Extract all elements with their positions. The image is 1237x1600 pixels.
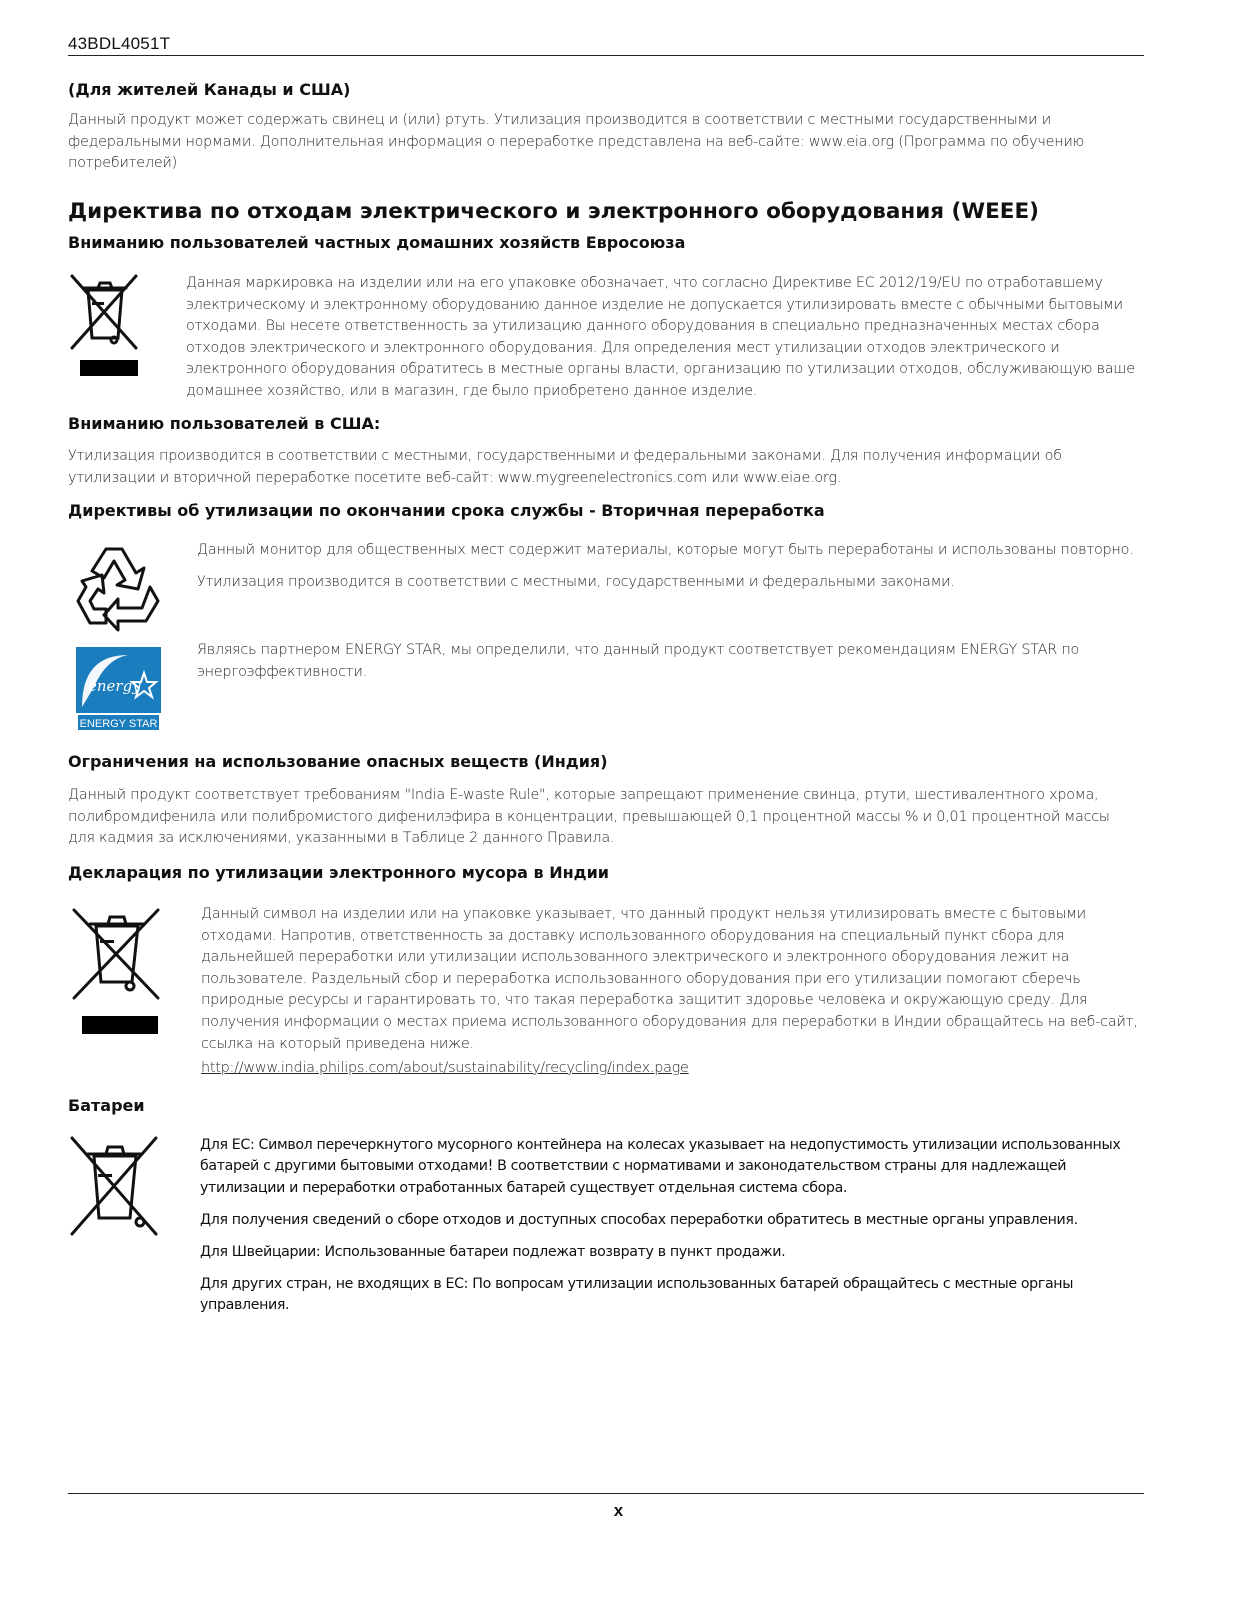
batteries-text-3: Для Швейцарии: Использованные батареи подлежат возврату в пункт продажи. xyxy=(200,1244,786,1260)
weee-us-subheading: Вниманию пользователей в США: xyxy=(68,414,381,433)
crossed-bin-icon xyxy=(70,272,140,378)
footer-divider xyxy=(68,1493,1144,1494)
weee-heading: Директива по отходам электрического и электронного оборудования (WEEE) xyxy=(68,199,1039,224)
eol-text-2: Утилизация производится в соответствии с местными, государственными и федеральными законами. xyxy=(197,574,955,590)
page-number: x xyxy=(613,1501,624,1520)
batteries-text-2: Для получения сведений о сборе отходов и доступных способах переработки обратитесь в местные органы управления. xyxy=(200,1212,1078,1228)
energy-star-text: Являясь партнером ENERGY STAR, мы определили, что данный продукт соответствует рекомендациям ENERGY STAR по энергоэффективности. xyxy=(197,642,1080,680)
canada-usa-heading: (Для жителей Канады и США) xyxy=(68,80,351,99)
energy-star-label: ENERGY STAR xyxy=(79,718,158,730)
batteries-heading: Батареи xyxy=(68,1096,145,1115)
eol-heading: Директивы об утилизации по окончании срока службы - Вторичная переработка xyxy=(68,501,825,520)
document-model: 43BDL4051T xyxy=(68,34,171,53)
energy-star-logo xyxy=(76,647,161,732)
india-recycling-link[interactable]: http://www.india.philips.com/about/sustainability/recycling/index.page xyxy=(201,1060,689,1076)
india-rohs-text: Данный продукт соответствует требованиям "India E-waste Rule", которые запрещают применение свинца, ртути, шестивалентного хрома, полибромдифенила или полибромистого дифенилэфира в концентрации, превышающей 0,1 процентной массы % и 0,01 процентной массы для кадмия за исключениями, указанными в Таблице 2 данного Правила. xyxy=(68,787,1110,847)
batteries-text-1: Для ЕС: Символ перечеркнутого мусорного контейнера на колесах указывает на недопустимость утилизации использованных батарей с другими бытовыми отходами! В соответствии с нормативами и законодательством страны для надлежащей утилизации и переработки отработанных батарей существует отдельная система сбора. xyxy=(200,1137,1121,1196)
crossed-battery-bin-icon xyxy=(68,1134,160,1244)
crossed-bin-icon-india xyxy=(70,904,162,1036)
batteries-text-4: Для других стран, не входящих в ЕС: По вопросам утилизации использованных батарей обращайтесь с местные органы управления. xyxy=(200,1276,1074,1314)
energy-star-script: energy xyxy=(88,677,141,695)
weee-eu-subheading: Вниманию пользователей частных домашних хозяйств Евросоюза xyxy=(68,233,686,252)
eol-text-1: Данный монитор для общественных мест содержит материалы, которые могут быть переработаны и использованы повторно. xyxy=(197,542,1134,558)
weee-us-text: Утилизация производится в соответствии с местными, государственными и федеральными законами. Для получения информации об утилизации и вторичной переработке посетите веб-сайт: www.mygreenelectronics.com или www.eiae.org. xyxy=(68,448,1062,486)
india-rohs-heading: Ограничения на использование опасных веществ (Индия) xyxy=(68,752,608,771)
recycle-icon xyxy=(74,543,162,633)
weee-eu-text: Данная маркировка на изделии или на его упаковке обозначает, что согласно Директиве ЕС 2012/19/EU по отработавшему электрическому и электронному оборудованию данное изделие не допускается утилизировать вместе с обычными бытовыми отходами. Вы несете ответственность за утилизацию данного оборудования в специально предназначенных местах сбора отходов электрического и электронного оборудования. Для определения мест утилизации отходов электрического и электронного оборудования обратитесь в местные органы власти, организацию по утилизации отходов, обслуживающую ваше домашнее хозяйство, или в магазин, где было приобретено данное изделие. xyxy=(186,275,1135,399)
canada-usa-text: Данный продукт может содержать свинец и (или) ртуть. Утилизация производится в соответствии с местными государственными и федеральными нормами. Дополнительная информация о переработке представлена на веб-сайте: www.eia.org (Программа по обучению потребителей) xyxy=(68,112,1085,172)
india-ewaste-text: Данный символ на изделии или на упаковке указывает, что данный продукт нельзя утилизировать вместе с бытовыми отходами. Напротив, ответственность за доставку использованного оборудования на специальный пункт сбора для дальнейшей переработки или утилизации использованного электрического и электронного оборудования лежит на пользователе. Раздельный сбор и переработка использованного оборудования при его утилизации помогают сберечь природные ресурсы и гарантировать то, что такая переработка защитит здоровье человека и окружающую среду. Для получения информации о местах приема использованного оборудования для переработки в Индии обращайтесь на веб-сайт, ссылка на который приведена ниже. xyxy=(201,906,1138,1052)
header-divider xyxy=(68,55,1144,56)
india-ewaste-heading: Декларация по утилизации электронного мусора в Индии xyxy=(68,863,609,882)
